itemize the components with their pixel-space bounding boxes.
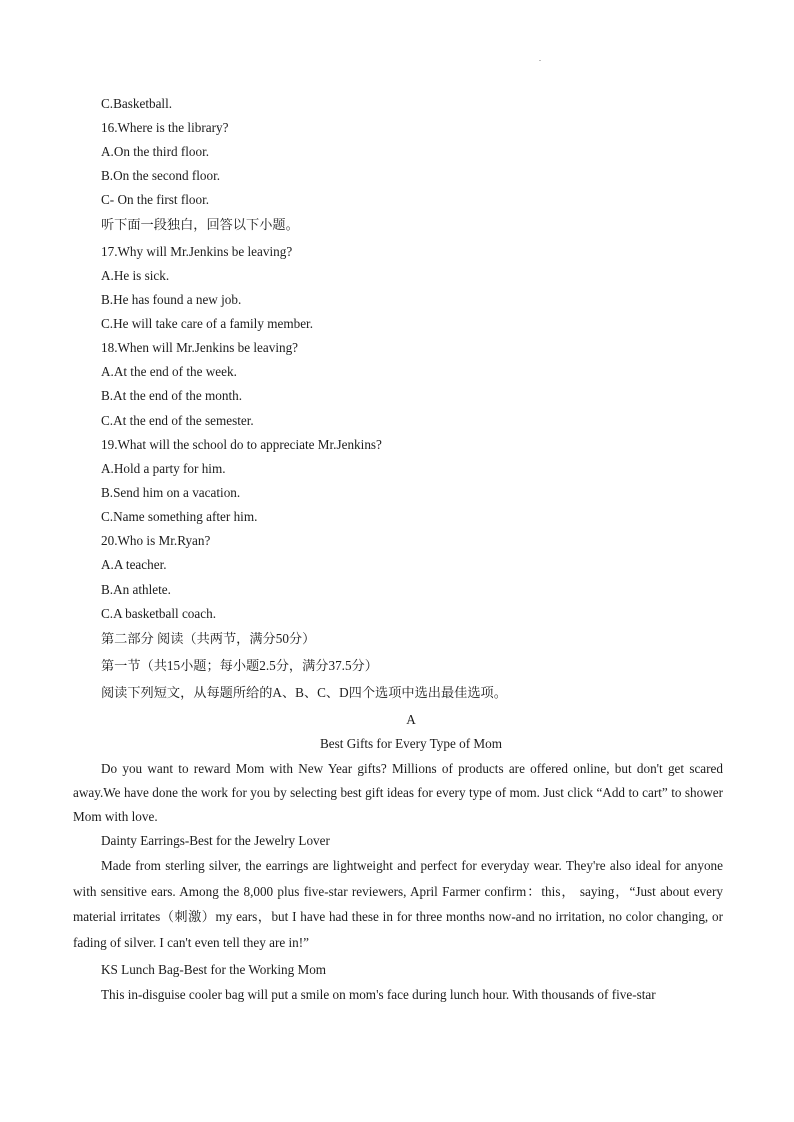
question-line: 18.When will Mr.Jenkins be leaving? xyxy=(101,340,299,355)
option-line: C.Name something after him. xyxy=(101,509,258,524)
section-heading: 第一节（共15小题；每小题2.5分，满分37.5分） xyxy=(101,658,378,673)
option-line: C.A basketball coach. xyxy=(101,606,216,621)
option-line: C.At the end of the semester. xyxy=(101,413,254,428)
passage-subheading: KS Lunch Bag-Best for the Working Mom xyxy=(101,962,327,977)
option-line: A.A teacher. xyxy=(101,557,167,572)
corner-mark: . xyxy=(539,54,541,63)
option-line: A.Hold a party for him. xyxy=(101,461,226,476)
option-line: C.He will take care of a family member. xyxy=(101,316,314,331)
passage-label: A xyxy=(406,712,416,727)
passage-paragraph: Do you want to reward Mom with New Year gifts? Millions of products are offered online, but don't get scared away.We have done the work for you by selecting best gift ideas for every type of mom. Just click “Add to cart” to shower Mom with love. xyxy=(73,761,723,824)
section-instruction: 听下面一段独白，回答以下小题。 xyxy=(101,217,299,232)
part-heading: 第二部分 阅读（共两节，满分50分） xyxy=(101,631,316,646)
option-line: A.On the third floor. xyxy=(101,144,210,159)
question-line: 17.Why will Mr.Jenkins be leaving? xyxy=(101,244,293,259)
passage-subheading: Dainty Earrings-Best for the Jewelry Lover xyxy=(101,833,330,848)
option-line: C- On the first floor. xyxy=(101,192,210,207)
option-line: A.At the end of the week. xyxy=(101,364,237,379)
option-line: B.He has found a new job. xyxy=(101,292,242,307)
passage-paragraph: Made from sterling silver, the earrings are lightweight and perfect for everyday wear. They're also ideal for anyone with sensitive ears. Among the 8,000 plus five-star reviewers, April Farmer confirm：this， saying，“Just about every material irritates（刺激）my ears，but I have had these in for three months now-and no irritation, no color changing, or fading of silver. I can't even tell they are in!” xyxy=(73,858,723,950)
option-line: C.Basketball. xyxy=(101,96,173,111)
question-line: 19.What will the school do to appreciate Mr.Jenkins? xyxy=(101,437,382,452)
passage-paragraph: This in-disguise cooler bag will put a smile on mom's face during lunch hour. With thousands of five-star xyxy=(101,987,656,1002)
option-line: B.At the end of the month. xyxy=(101,388,243,403)
option-line: B.On the second floor. xyxy=(101,168,221,183)
question-line: 20.Who is Mr.Ryan? xyxy=(101,533,211,548)
section-instruction: 阅读下列短文，从每题所给的A、B、C、D四个选项中选出最佳选项。 xyxy=(101,685,507,700)
passage-title: Best Gifts for Every Type of Mom xyxy=(320,736,502,751)
option-line: A.He is sick. xyxy=(101,268,170,283)
question-line: 16.Where is the library? xyxy=(101,120,229,135)
option-line: B.An athlete. xyxy=(101,582,171,597)
option-line: B.Send him on a vacation. xyxy=(101,485,241,500)
